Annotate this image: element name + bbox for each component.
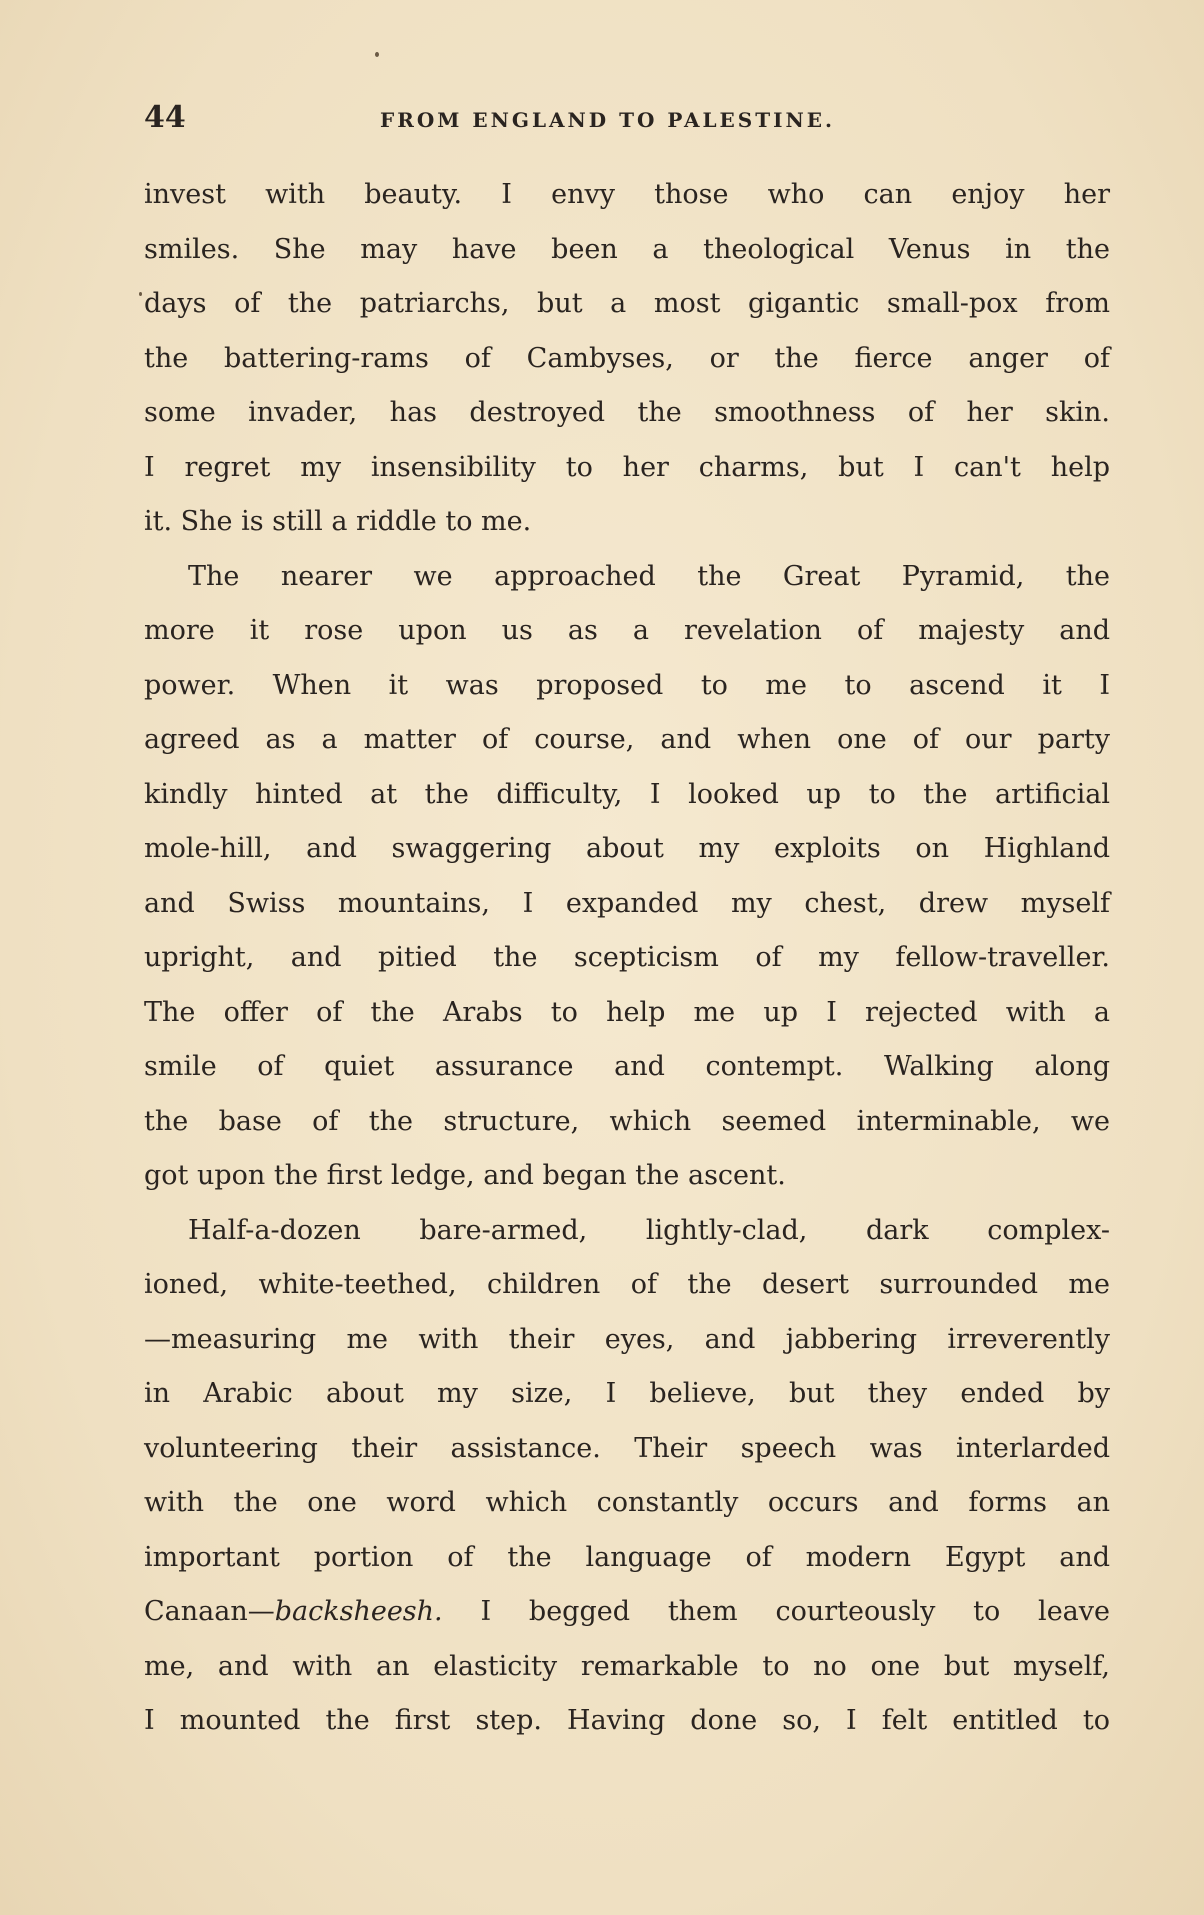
page-number: 44 — [144, 100, 186, 135]
text-line: more it rose upon us as a revelation of majesty and — [144, 615, 1110, 646]
text-line: volunteering their assistance. Their speech was interlarded — [144, 1432, 1110, 1464]
text-line: days of the patriarchs, but a most gigantic small-pox from — [144, 288, 1110, 319]
text-line: some invader, has destroyed the smoothness of her skin. — [144, 397, 1110, 428]
ink-speck — [375, 52, 379, 57]
text-line: I regret my insensibility to her charms, but I can't help — [144, 451, 1110, 483]
body-text — [144, 168, 1110, 1749]
text-line: in Arabic about my size, I believe, but they ended by — [144, 1378, 1110, 1409]
text-line: smile of quiet assurance and contempt. Walking along — [144, 1051, 1110, 1082]
text-line — [144, 1585, 1110, 1640]
text-line: kindly hinted at the difficulty, I looked up to the artificial — [144, 778, 1110, 810]
text-line: upright, and pitied the scepticism of my fellow-traveller. — [144, 942, 1110, 973]
text-line: the base of the structure, which seemed interminable, we — [144, 1105, 1110, 1137]
text-segment: I begged them courteously to leave — [442, 1596, 1110, 1627]
text-line: ioned, white-teethed, children of the desert surrounded me — [144, 1269, 1110, 1300]
text-line: important portion of the language of modern Egypt and — [144, 1541, 1110, 1573]
text-line: The nearer we approached the Great Pyramid, the — [188, 560, 1110, 592]
text-line: invest with beauty. I envy those who can enjoy her — [144, 179, 1110, 210]
text-line: Half-a-dozen bare-armed, lightly-clad, dark complex- — [188, 1214, 1110, 1246]
running-head: FROM ENGLAND TO PALESTINE. — [380, 108, 835, 132]
text-line: and Swiss mountains, I expanded my chest, drew myself — [144, 887, 1110, 919]
text-line: it. She is still a riddle to me. — [144, 506, 532, 537]
text-line: agreed as a matter of course, and when one of our party — [144, 724, 1110, 755]
italic-word: backsheesh. — [274, 1596, 443, 1627]
text-line: got upon the first ledge, and began the ascent. — [144, 1160, 786, 1191]
text-line: The offer of the Arabs to help me up I rejected with a — [144, 996, 1110, 1028]
text-line: the battering-rams of Cambyses, or the fierce anger of — [144, 342, 1110, 374]
text-line: mole-hill, and swaggering about my exploits on Highland — [144, 833, 1110, 864]
text-segment: Canaan— — [144, 1596, 275, 1627]
text-line: with the one word which constantly occurs and forms an — [144, 1487, 1110, 1518]
text-line: smiles. She may have been a theological Venus in the — [144, 233, 1110, 265]
page-header — [144, 100, 1110, 140]
text-line: —measuring me with their eyes, and jabbering irreverently — [144, 1323, 1110, 1355]
ink-speck — [139, 292, 142, 296]
text-line: I mounted the first step. Having done so, I felt entitled to — [144, 1705, 1110, 1736]
text-line: power. When it was proposed to me to ascend it I — [144, 669, 1110, 701]
text-line: me, and with an elasticity remarkable to no one but myself, — [144, 1650, 1110, 1682]
